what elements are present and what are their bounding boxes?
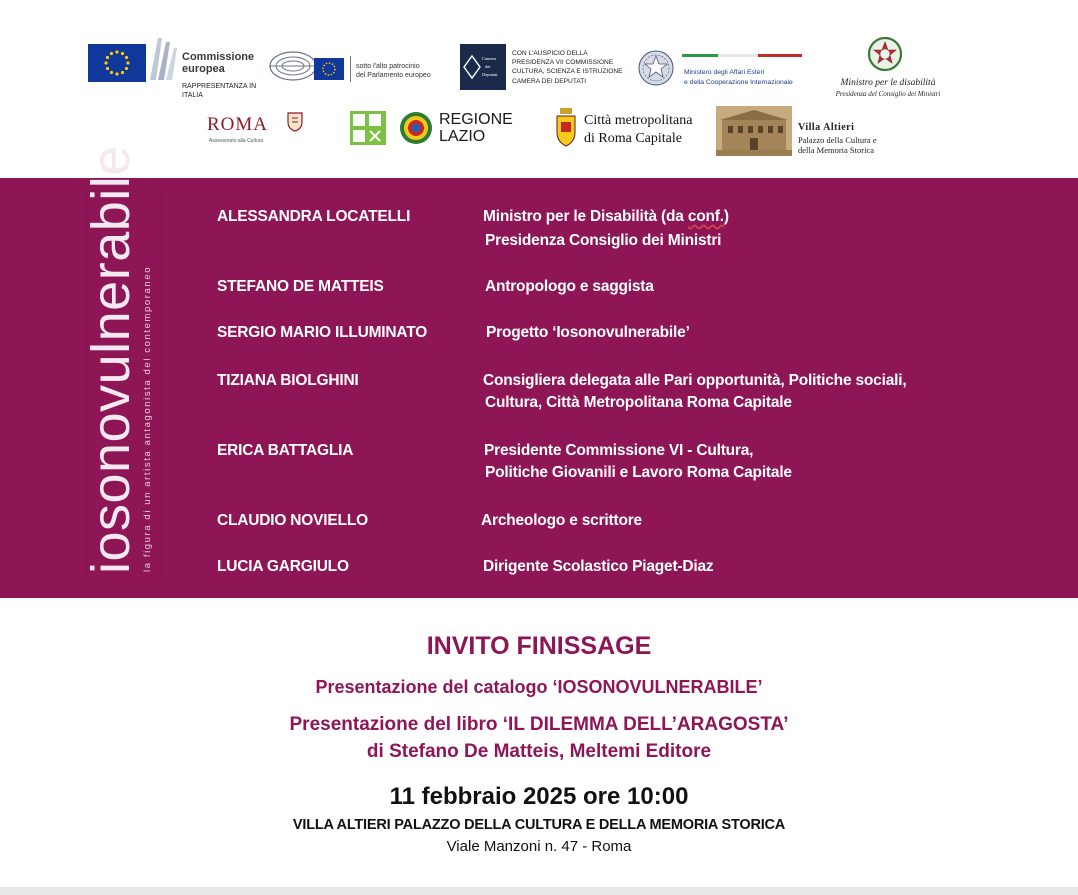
villa-subtitle: Palazzo della Cultura e della Memoria Storica bbox=[798, 135, 877, 156]
parliament-hemicycle-icon bbox=[268, 42, 318, 84]
citta-shield-icon bbox=[555, 108, 577, 148]
logo-ministro-disabilita bbox=[818, 34, 958, 100]
villa-name: Villa Altieri bbox=[798, 122, 855, 133]
logo-european-commission bbox=[88, 34, 258, 100]
svg-text:dei: dei bbox=[485, 64, 491, 69]
lazio-name: REGIONE LAZIO bbox=[439, 111, 513, 145]
project-title: iosonovulnerabile bbox=[81, 145, 141, 574]
logo-ministero-esteri bbox=[636, 44, 806, 96]
speaker-role: Dirigente Scolastico Piaget-Diaz bbox=[483, 558, 714, 575]
citta-name: Città metropolitana di Roma Capitale bbox=[584, 113, 693, 146]
camera-deputati-icon bbox=[460, 44, 506, 90]
roma-name: ROMA bbox=[207, 114, 269, 135]
book-presentation: Presentazione del libro ‘IL DILEMMA DELL’ARAGOSTA’ bbox=[289, 714, 789, 735]
logo-european-parliament bbox=[268, 42, 443, 88]
speaker-name: SERGIO MARIO ILLUMINATO bbox=[217, 324, 428, 341]
disabilita-title: Ministro per le disabilità bbox=[840, 78, 936, 88]
speaker-role: Ministro per le Disabilità (da conf.) bbox=[483, 208, 729, 225]
camera-caption: CON L'AUSPICIO DELLA PRESIDENZA VII COMMISSIONE CULTURA, SCIENZA E ISTRUZIONE CAMERA DEI DEPUTATI bbox=[512, 50, 623, 85]
svg-text:Deputati: Deputati bbox=[482, 72, 498, 77]
villa-altieri-picture-icon bbox=[716, 106, 792, 156]
speaker-role: Presidente Commissione VI - Cultura, bbox=[484, 442, 754, 459]
logo-villa-altieri bbox=[716, 106, 896, 158]
speaker-role: Archeologo e scrittore bbox=[481, 512, 642, 529]
catalog-presentation: Presentazione del catalogo ‘IOSONOVULNERABILE’ bbox=[315, 677, 763, 697]
invite-heading: INVITO FINISSAGE bbox=[426, 632, 652, 660]
conf-spellcheck: conf. bbox=[687, 208, 724, 225]
eu-flag-small-icon bbox=[314, 58, 344, 80]
project-subtitle: la figura di un artista antagonista del contemporaneo bbox=[142, 265, 153, 572]
disabilita-subtitle: Presidenza del Consiglio dei Ministri bbox=[835, 90, 941, 98]
speaker-role-line2: Cultura, Città Metropolitana Roma Capitale bbox=[485, 394, 792, 411]
speaker-role: Antropologo e saggista bbox=[485, 278, 654, 295]
ec-building-icon bbox=[148, 36, 178, 82]
ep-caption: sotto l'alto patrocinio del Parlamento europeo bbox=[356, 63, 431, 80]
speaker-name: TIZIANA BIOLGHINI bbox=[217, 372, 359, 389]
mae-caption: Ministero degli Affari Esteri e della Cooperazione Internazionale bbox=[684, 69, 793, 86]
project-vertical-logo bbox=[81, 145, 162, 582]
logo-citta-metropolitana bbox=[555, 108, 705, 152]
logo-regione-lazio bbox=[398, 110, 518, 148]
roma-shield-icon bbox=[287, 112, 303, 132]
speaker-name: ALESSANDRA LOCATELLI bbox=[217, 208, 411, 225]
event-venue: VILLA ALTIERI PALAZZO DELLA CULTURA E DELLA MEMORIA STORICA bbox=[292, 817, 786, 833]
speaker-role-line2: Politiche Giovanili e Lavoro Roma Capitale bbox=[485, 464, 792, 481]
speaker-name: CLAUDIO NOVIELLO bbox=[217, 512, 368, 529]
italian-emblem-icon bbox=[636, 44, 676, 92]
ec-subtitle: RAPPRESENTANZA IN ITALIA bbox=[182, 83, 257, 100]
speaker-name: ERICA BATTAGLIA bbox=[217, 442, 354, 459]
book-author: di Stefano De Matteis, Meltemi Editore bbox=[366, 741, 712, 762]
logo-camera-deputati bbox=[460, 44, 630, 92]
lazio-emblem-icon bbox=[398, 110, 434, 146]
event-address: Viale Manzoni n. 47 - Roma bbox=[446, 838, 632, 855]
speaker-role: Consigliera delegata alle Pari opportunità, Politiche sociali, bbox=[483, 372, 907, 389]
event-date: 11 febbraio 2025 ore 10:00 bbox=[389, 783, 689, 810]
speaker-name: STEFANO DE MATTEIS bbox=[217, 278, 384, 295]
logo-roma bbox=[205, 110, 315, 154]
svg-text:Camera: Camera bbox=[482, 56, 496, 61]
speaker-role: Progetto ‘Iosonovulnerabile’ bbox=[486, 324, 690, 341]
ec-name: Commissione europea bbox=[182, 51, 255, 75]
bottom-divider bbox=[0, 887, 1078, 895]
italian-republic-emblem-icon bbox=[866, 34, 904, 74]
speaker-role-line2: Presidenza Consiglio dei Ministri bbox=[485, 232, 722, 249]
speaker-name: LUCIA GARGIULO bbox=[217, 558, 349, 575]
regione-pass-icon bbox=[350, 111, 386, 145]
eu-flag-icon bbox=[88, 44, 146, 82]
roma-subtitle: Assessorato alla Cultura bbox=[209, 138, 264, 144]
